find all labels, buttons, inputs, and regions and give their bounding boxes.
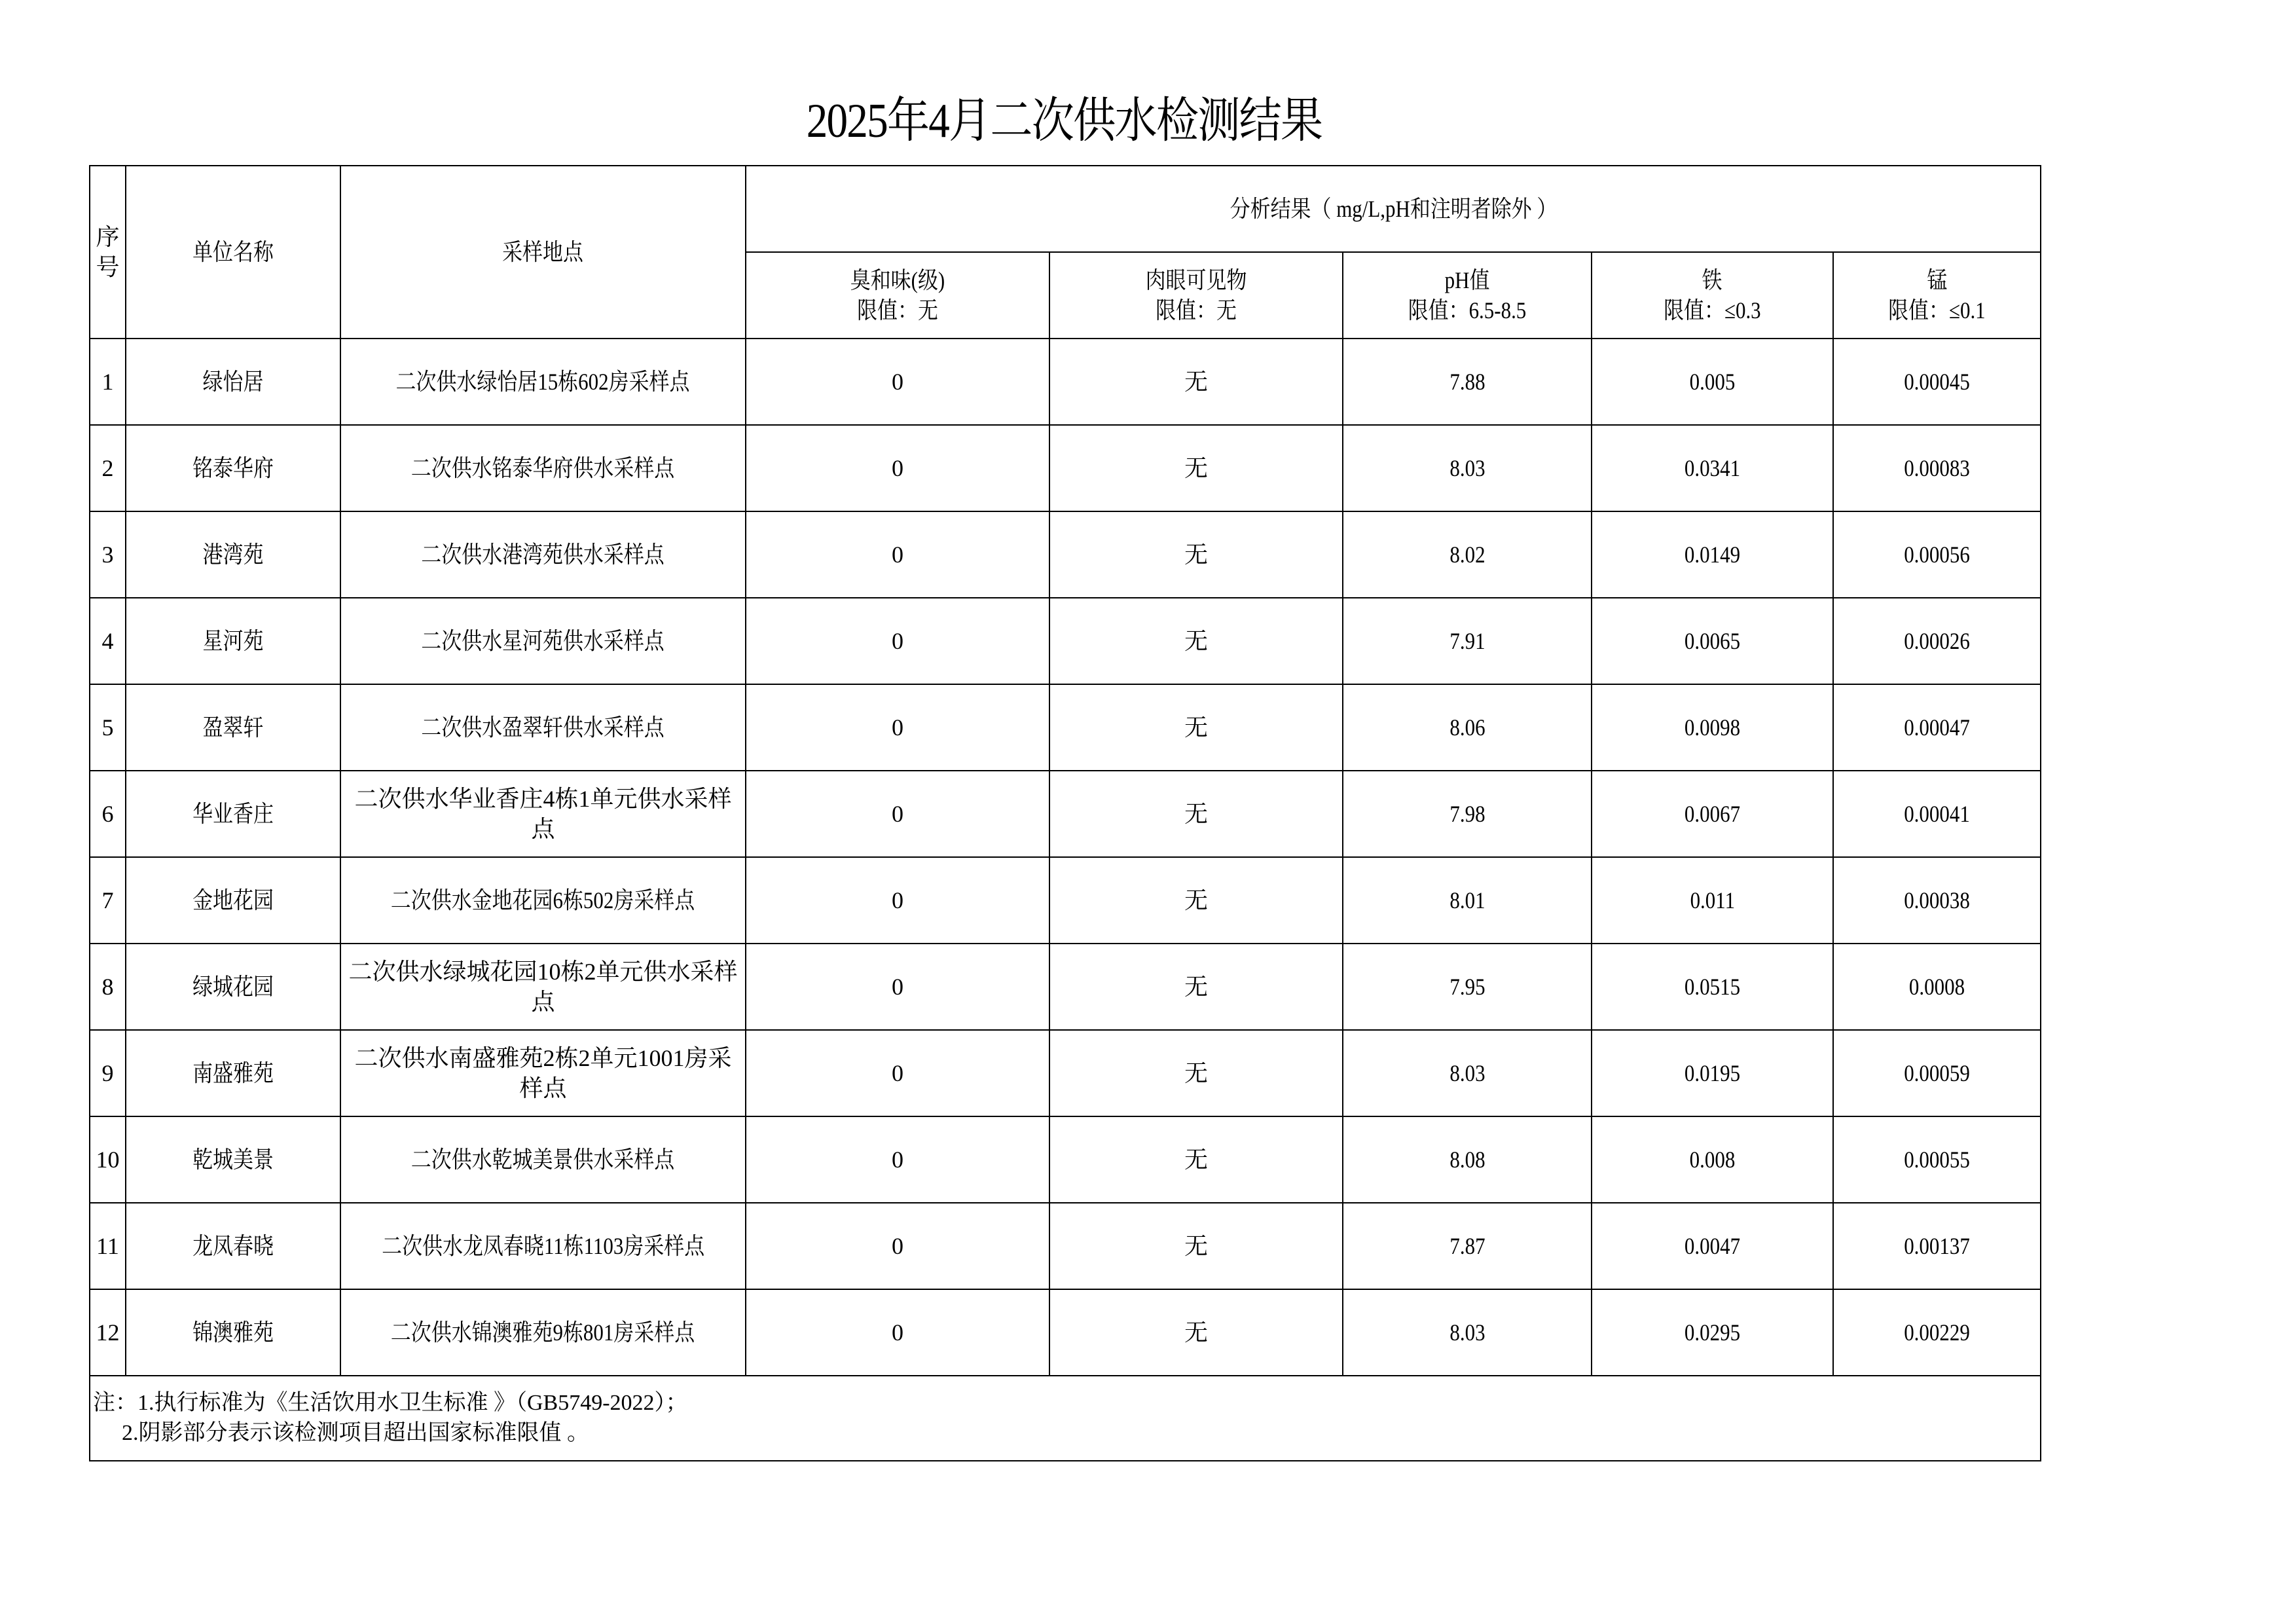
cell-iron: 0.0098 bbox=[1592, 684, 1833, 771]
cell-iron: 0.0149 bbox=[1592, 511, 1833, 598]
cell-site: 二次供水绿怡居15栋602房采样点 bbox=[340, 339, 746, 425]
cell-manganese: 0.0008 bbox=[1833, 944, 2041, 1030]
table-row bbox=[90, 857, 2041, 944]
cell-visible: 无 bbox=[1049, 1030, 1343, 1116]
cell-manganese: 0.00038 bbox=[1833, 857, 2041, 944]
cell-odor: 0 bbox=[746, 1030, 1049, 1116]
table-row bbox=[90, 598, 2041, 684]
cell-ph: 8.03 bbox=[1343, 425, 1592, 511]
cell-visible: 无 bbox=[1049, 1116, 1343, 1203]
note-shading: 2.阴影部分表示该检测项目超出国家标准限值 。 bbox=[122, 1421, 589, 1445]
table-row bbox=[90, 771, 2041, 857]
cell-manganese: 0.00137 bbox=[1833, 1203, 2041, 1289]
cell-site: 二次供水绿城花园10栋2单元供水采样点 bbox=[340, 944, 746, 1030]
cell-visible: 无 bbox=[1049, 857, 1343, 944]
cell-odor: 0 bbox=[746, 511, 1049, 598]
cell-seq: 12 bbox=[90, 1289, 126, 1376]
table-row bbox=[90, 425, 2041, 511]
note-standard: 注：1.执行标准为《生活饮用水卫生标准 》（GB5749-2022）； bbox=[93, 1391, 688, 1415]
cell-seq: 11 bbox=[90, 1203, 126, 1289]
cell-ph: 8.06 bbox=[1343, 684, 1592, 771]
cell-odor: 0 bbox=[746, 1289, 1049, 1376]
header-sampling-site: 采样地点 bbox=[340, 166, 746, 339]
notes-cell bbox=[90, 1376, 2041, 1461]
cell-seq: 6 bbox=[90, 771, 126, 857]
cell-seq: 8 bbox=[90, 944, 126, 1030]
cell-seq: 9 bbox=[90, 1030, 126, 1116]
cell-unit: 锦澳雅苑 bbox=[126, 1289, 340, 1376]
cell-manganese: 0.00059 bbox=[1833, 1030, 2041, 1116]
cell-manganese: 0.00047 bbox=[1833, 684, 2041, 771]
cell-odor: 0 bbox=[746, 1116, 1049, 1203]
cell-visible: 无 bbox=[1049, 425, 1343, 511]
cell-seq: 4 bbox=[90, 598, 126, 684]
table-row bbox=[90, 1203, 2041, 1289]
cell-seq: 10 bbox=[90, 1116, 126, 1203]
cell-iron: 0.0295 bbox=[1592, 1289, 1833, 1376]
cell-iron: 0.0067 bbox=[1592, 771, 1833, 857]
header-unit-name: 单位名称 bbox=[126, 166, 340, 339]
cell-iron: 0.0195 bbox=[1592, 1030, 1833, 1116]
cell-manganese: 0.00026 bbox=[1833, 598, 2041, 684]
header-seq-line1: 序 bbox=[96, 224, 120, 250]
cell-seq: 3 bbox=[90, 511, 126, 598]
cell-site: 二次供水盈翠轩供水采样点 bbox=[340, 684, 746, 771]
cell-visible: 无 bbox=[1049, 598, 1343, 684]
cell-odor: 0 bbox=[746, 1203, 1049, 1289]
cell-iron: 0.011 bbox=[1592, 857, 1833, 944]
cell-iron: 0.005 bbox=[1592, 339, 1833, 425]
cell-ph: 8.02 bbox=[1343, 511, 1592, 598]
table-row bbox=[90, 944, 2041, 1030]
cell-unit: 南盛雅苑 bbox=[126, 1030, 340, 1116]
cell-site: 二次供水港湾苑供水采样点 bbox=[340, 511, 746, 598]
header-visible-matter: 肉眼可见物 限值：无 bbox=[1049, 252, 1343, 339]
header-odor: 臭和味(级) 限值：无 bbox=[746, 252, 1049, 339]
header-analysis-group: 分析结果（ mg/L,pH和注明者除外 ） bbox=[746, 166, 2041, 252]
cell-site: 二次供水华业香庄4栋1单元供水采样点 bbox=[340, 771, 746, 857]
cell-manganese: 0.00056 bbox=[1833, 511, 2041, 598]
cell-visible: 无 bbox=[1049, 1289, 1343, 1376]
cell-unit: 乾城美景 bbox=[126, 1116, 340, 1203]
notes-row bbox=[90, 1376, 2041, 1461]
cell-site: 二次供水乾城美景供水采样点 bbox=[340, 1116, 746, 1203]
cell-unit: 华业香庄 bbox=[126, 771, 340, 857]
header-seq bbox=[90, 166, 126, 339]
header-seq-line2: 号 bbox=[96, 254, 120, 280]
cell-unit: 绿城花园 bbox=[126, 944, 340, 1030]
cell-odor: 0 bbox=[746, 425, 1049, 511]
cell-visible: 无 bbox=[1049, 1203, 1343, 1289]
cell-iron: 0.0065 bbox=[1592, 598, 1833, 684]
cell-ph: 7.91 bbox=[1343, 598, 1592, 684]
cell-ph: 8.03 bbox=[1343, 1030, 1592, 1116]
cell-site: 二次供水星河苑供水采样点 bbox=[340, 598, 746, 684]
table-row bbox=[90, 339, 2041, 425]
cell-ph: 7.98 bbox=[1343, 771, 1592, 857]
cell-unit: 龙凤春晓 bbox=[126, 1203, 340, 1289]
cell-unit: 盈翠轩 bbox=[126, 684, 340, 771]
cell-visible: 无 bbox=[1049, 511, 1343, 598]
cell-odor: 0 bbox=[746, 598, 1049, 684]
cell-unit: 绿怡居 bbox=[126, 339, 340, 425]
cell-iron: 0.008 bbox=[1592, 1116, 1833, 1203]
cell-ph: 7.87 bbox=[1343, 1203, 1592, 1289]
cell-seq: 1 bbox=[90, 339, 126, 425]
cell-manganese: 0.00083 bbox=[1833, 425, 2041, 511]
cell-unit: 港湾苑 bbox=[126, 511, 340, 598]
cell-odor: 0 bbox=[746, 339, 1049, 425]
table-row bbox=[90, 684, 2041, 771]
cell-seq: 5 bbox=[90, 684, 126, 771]
cell-seq: 7 bbox=[90, 857, 126, 944]
cell-site: 二次供水铭泰华府供水采样点 bbox=[340, 425, 746, 511]
header-manganese: 锰 限值：≤0.1 bbox=[1833, 252, 2041, 339]
results-table bbox=[89, 165, 2041, 1461]
cell-manganese: 0.00045 bbox=[1833, 339, 2041, 425]
cell-odor: 0 bbox=[746, 944, 1049, 1030]
cell-ph: 8.03 bbox=[1343, 1289, 1592, 1376]
cell-site: 二次供水南盛雅苑2栋2单元1001房采样点 bbox=[340, 1030, 746, 1116]
header-ph: pH值 限值：6.5-8.5 bbox=[1343, 252, 1592, 339]
cell-unit: 铭泰华府 bbox=[126, 425, 340, 511]
cell-iron: 0.0341 bbox=[1592, 425, 1833, 511]
cell-manganese: 0.00055 bbox=[1833, 1116, 2041, 1203]
page-title bbox=[0, 92, 2128, 151]
cell-unit: 星河苑 bbox=[126, 598, 340, 684]
cell-iron: 0.0047 bbox=[1592, 1203, 1833, 1289]
cell-site: 二次供水锦澳雅苑9栋801房采样点 bbox=[340, 1289, 746, 1376]
cell-visible: 无 bbox=[1049, 339, 1343, 425]
page-title-text: 2025年4月二次供水检测结果 bbox=[806, 94, 1322, 148]
header-iron: 铁 限值：≤0.3 bbox=[1592, 252, 1833, 339]
cell-seq: 2 bbox=[90, 425, 126, 511]
cell-manganese: 0.00041 bbox=[1833, 771, 2041, 857]
cell-ph: 7.95 bbox=[1343, 944, 1592, 1030]
cell-ph: 8.01 bbox=[1343, 857, 1592, 944]
cell-ph: 7.88 bbox=[1343, 339, 1592, 425]
table-row bbox=[90, 1030, 2041, 1116]
cell-visible: 无 bbox=[1049, 944, 1343, 1030]
table-row bbox=[90, 1289, 2041, 1376]
cell-iron: 0.0515 bbox=[1592, 944, 1833, 1030]
cell-odor: 0 bbox=[746, 771, 1049, 857]
cell-odor: 0 bbox=[746, 857, 1049, 944]
cell-visible: 无 bbox=[1049, 771, 1343, 857]
cell-unit: 金地花园 bbox=[126, 857, 340, 944]
cell-manganese: 0.00229 bbox=[1833, 1289, 2041, 1376]
table-row bbox=[90, 1116, 2041, 1203]
cell-site: 二次供水龙凤春晓11栋1103房采样点 bbox=[340, 1203, 746, 1289]
cell-visible: 无 bbox=[1049, 684, 1343, 771]
cell-site: 二次供水金地花园6栋502房采样点 bbox=[340, 857, 746, 944]
cell-ph: 8.08 bbox=[1343, 1116, 1592, 1203]
table-row bbox=[90, 511, 2041, 598]
cell-odor: 0 bbox=[746, 684, 1049, 771]
